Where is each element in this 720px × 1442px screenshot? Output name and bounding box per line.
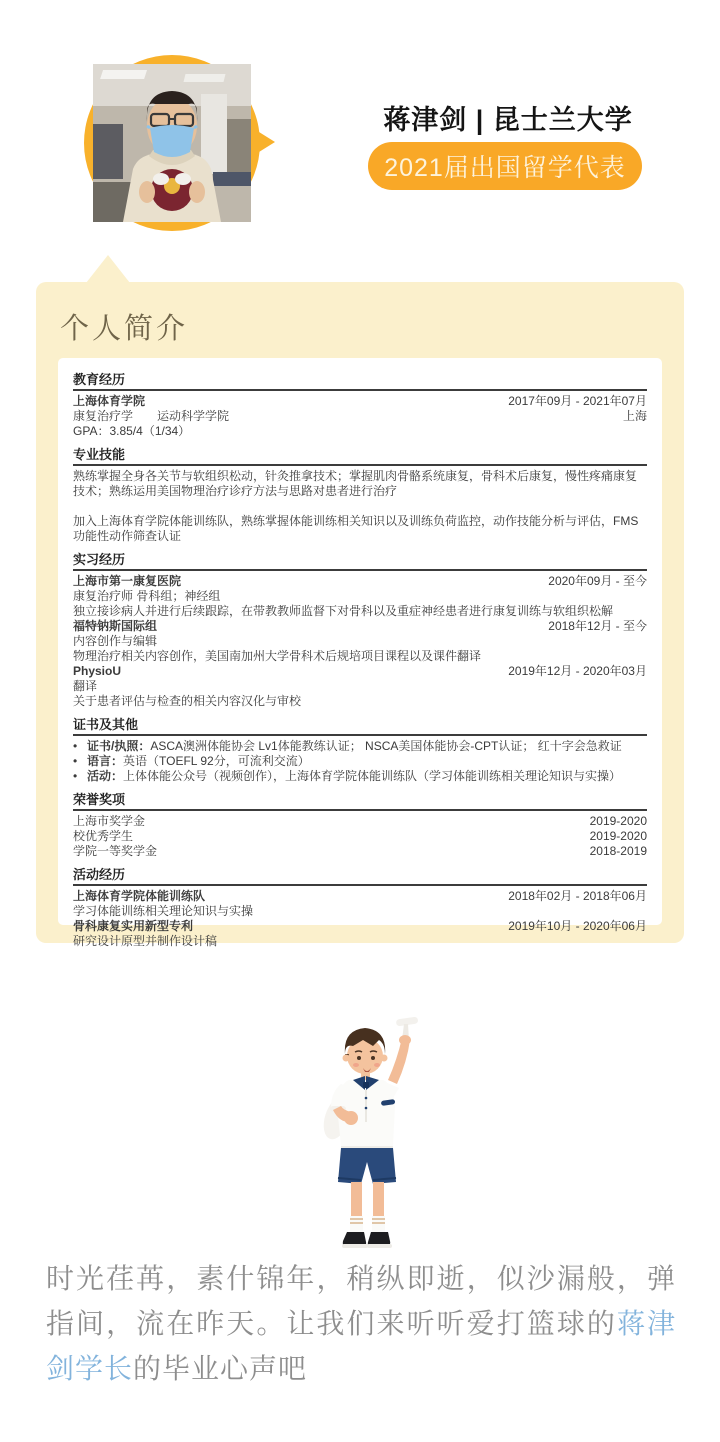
section-title-activities: 活动经历 — [73, 864, 647, 886]
internship-desc: 关于患者评估与检查的相关内容汉化与审校 — [73, 694, 302, 708]
internship-desc: 独立接诊病人并进行后续跟踪，在带教教师监督下对骨科以及重症神经患者进行康复训练与软组织松解 — [73, 604, 614, 618]
resume-section-honors — [73, 789, 647, 859]
section-title-certificates: 证书及其他 — [73, 714, 647, 736]
resume-section-activities — [73, 864, 647, 949]
activity-desc: 学习体能训练相关理论知识与实操 — [73, 904, 254, 918]
internship-role: 内容创作与编辑 — [73, 634, 158, 648]
honor-row — [73, 829, 647, 844]
skills-paragraph: 熟练掌握全身各关节与软组织松动，针灸推拿技术；掌握肌肉骨骼系统康复，骨科术后康复，慢性疼痛康复技术；熟练运用美国物理治疗诊疗方法与思路对患者进行治疗 — [73, 469, 638, 498]
graduate-badge: 2021届出国留学代表 — [368, 142, 642, 190]
cartoon-boy-illustration — [293, 1010, 443, 1257]
activity-item — [73, 769, 647, 784]
internship-dates: 2019年12月 - 2020年03月 — [508, 664, 647, 678]
honor-dates: 2019-2020 — [589, 814, 647, 828]
education-city: 上海 — [622, 409, 647, 423]
certificate-text: ASCA澳洲体能协会 Lv1体能教练认证； NSCA美国体能协会-CPT认证； 红十字会急救证 — [150, 739, 622, 753]
internship-dates: 2020年09月 - 至今 — [548, 574, 647, 588]
certificate-label: 证书/执照： — [87, 739, 151, 753]
activity-desc: 研究设计原型并制作设计稿 — [73, 934, 218, 948]
activity-name: 骨科康复实用新型专利 — [73, 919, 194, 933]
activity-row — [73, 889, 647, 904]
honor-dates: 2019-2020 — [589, 829, 647, 843]
employer-name: 上海市第一康复医院 — [73, 574, 182, 588]
student-photo-image — [93, 64, 251, 222]
closing-text-after: 的毕业心声吧 — [133, 1353, 308, 1384]
education-row — [73, 424, 647, 439]
card-title: 个人简介 — [60, 313, 189, 345]
section-title-internships: 实习经历 — [73, 549, 647, 571]
activity-row — [73, 919, 647, 934]
honor-dates: 2018-2019 — [589, 844, 647, 858]
section-title-education: 教育经历 — [73, 369, 647, 391]
employer-name: PhysioU — [73, 664, 122, 678]
language-text: 英语（TOEFL 92分，可流利交流） — [123, 754, 310, 768]
honor-row — [73, 844, 647, 859]
student-photo — [84, 55, 260, 231]
resume-document — [58, 358, 662, 948]
profile-card — [36, 282, 684, 948]
activity-name: 上海体育学院体能训练队 — [73, 889, 206, 903]
gpa-value: GPA：3.85/4（1/34） — [73, 424, 191, 438]
internship-desc: 物理治疗相关内容创作，美国南加州大学骨科术后规培项目课程以及课件翻译 — [73, 649, 482, 663]
education-dates: 2017年09月 - 2021年07月 — [508, 394, 647, 408]
education-row — [73, 409, 647, 424]
internship-row — [73, 619, 647, 634]
honor-row — [73, 814, 647, 829]
page-title: 蒋津剑 | 昆士兰大学 — [383, 105, 633, 135]
internship-role: 康复治疗师 骨科组；神经组 — [73, 589, 221, 603]
resume-section-education — [73, 369, 647, 439]
student-name-link[interactable]: 蒋津剑学长 — [46, 1308, 676, 1384]
language-label: 语言： — [87, 754, 124, 768]
activity-dates: 2019年10月 - 2020年06月 — [508, 919, 647, 933]
internship-row — [73, 664, 647, 679]
bullet-icon: • — [73, 769, 78, 783]
honor-name: 学院一等奖学金 — [73, 844, 158, 858]
activity-text: 上体体能公众号（视频创作），上海体育学院体能训练队（学习体能训练相关理论知识与实操） — [123, 769, 622, 783]
certificate-item — [73, 739, 647, 754]
resume-section-certificates — [73, 714, 647, 784]
activity-label: 活动： — [87, 769, 124, 783]
boy-illustration-image — [293, 1010, 443, 1252]
language-item — [73, 754, 647, 769]
activity-dates: 2018年02月 - 2018年06月 — [508, 889, 647, 903]
education-row — [73, 394, 647, 409]
card-pointer — [86, 255, 130, 283]
employer-name: 福特钠斯国际组 — [73, 619, 158, 633]
honor-name: 上海市奖学金 — [73, 814, 146, 828]
closing-paragraph — [46, 1256, 676, 1391]
school-name: 上海体育学院 — [73, 394, 146, 408]
internship-role: 翻译 — [73, 679, 98, 693]
internship-row — [73, 574, 647, 589]
closing-text-before: 时光荏苒，素什锦年，稍纵即逝，似沙漏般，弹指间，流在昨天。让我们来听听爱打篮球的 — [46, 1263, 676, 1339]
photo-bubble-tail — [251, 127, 275, 157]
internship-dates: 2018年12月 - 至今 — [548, 619, 647, 633]
bullet-icon: • — [73, 754, 78, 768]
section-title-honors: 荣誉奖项 — [73, 789, 647, 811]
resume-section-skills — [73, 444, 647, 544]
resume-section-internships — [73, 549, 647, 709]
honor-name: 校优秀学生 — [73, 829, 134, 843]
skills-paragraph: 加入上海体育学院体能训练队，熟练掌握体能训练相关知识以及训练负荷监控，动作技能分析与评估，FMS功能性动作筛查认证 — [73, 514, 639, 543]
section-title-skills: 专业技能 — [73, 444, 647, 466]
bullet-icon: • — [73, 739, 78, 753]
major-college: 康复治疗学 运动科学学院 — [73, 409, 230, 423]
